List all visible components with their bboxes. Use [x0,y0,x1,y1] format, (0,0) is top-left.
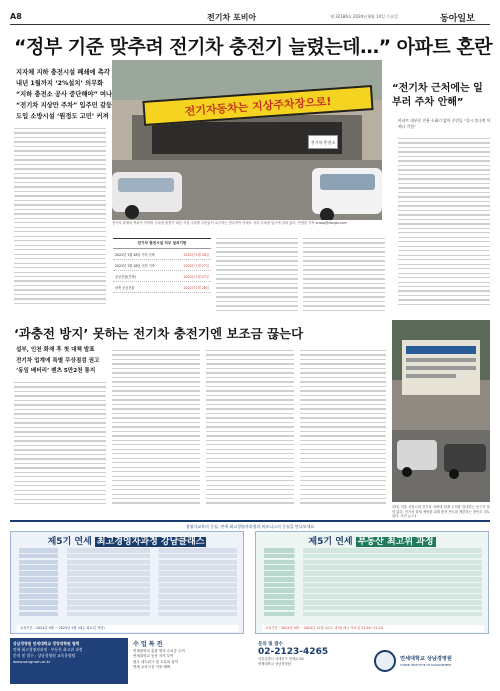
footer-contact[interactable]: 문의 및 접수 02-2123-4265 서울특별시 서대문구 연세로 50 연세대학교 상남경영원 [255,638,365,684]
subhead: 전기차 업계에 특별 무상점검 권고 [16,357,100,364]
ad-date: 교육기간 : 2024년 9월 ~ 2025년 2월 (매주 화요일 저녁) [17,625,239,632]
footer-info-box: 상남경영원 연세대학교 경영대학원 협력 연세 최고경영자과정 · 부동산 최고위 과정 문의 및 접수 : 상남경영원 교육운영팀 www.sangnam.or.kr [10,638,128,684]
sidebar-body [398,138,490,318]
main-subheads [16,67,112,122]
article2-headline: ‘과충전 방지’ 못하는 전기차 충전기엔 보조금 끊는다 [14,326,304,341]
ad-date: 교육기간 : 2024년 9월 ~ 2024년 12월 (12주 과정) 매주 목요일 17:40~21:10 [262,625,484,632]
university-seal-icon [374,650,396,672]
ad-divider [10,520,490,522]
ad-ceo-course[interactable] [10,531,244,634]
warning-banner: 전기자동차는 지상주차장으로! [142,85,373,126]
article-body-col3 [303,238,385,318]
parking-lot-image [392,320,490,502]
subhead: “전기차 지상만 주차” 입주민 갈등 [16,102,113,109]
subhead: 도입 소방시설 ‘원정도 고민’ 커져 [16,113,109,120]
phone-number[interactable]: 02-2123-4265 [258,647,329,657]
header-rule [10,24,490,25]
main-headline: “정부 기준 맞추려 전기차 충전기 늘렸는데…” 아파트 혼란 [14,36,493,58]
banner-sub: 아파트관리사무소 [240,123,275,128]
article-body-col1 [14,128,106,316]
subhead: “지하 충전소 공사 중단해야” 여나 [16,91,113,98]
table-title: 전기차 충전시설 의무 설치기한 [113,239,211,249]
article2-body-col3 [206,350,294,514]
article2-body-col1 [14,382,106,514]
issue-info: 제 32186호 2024년 8월 14일 수요일 [330,14,398,19]
subhead: 설부, 인천 화재 후 첫 대책 발표 [16,347,95,353]
table-row: 신축 공공건물 2022년 1월 28일 [113,282,211,293]
footer-benefits: 수 업 특 전 연세대학교 총장 명의 수료증 수여 연세대학교 동문 자격 부여 원우 네트워크 및 교류회 참여 연세 교육시설 이용 혜택 [130,638,250,684]
photo2-caption: 13일 서울 서울시내 전기차 차량에 화재 주의를 안내하는 문구가 붙어 있다. 전기차 화재 예방을 위해 충전 빈도를 제한하는 방안도 검토된다. 사진 뉴스1 [392,505,490,519]
subhead: ‘동일 배터리’ 벤츠 5만2천 통지 [16,368,96,374]
article2-body-col4 [300,350,386,514]
institute-logo: 연세대학교 상남경영원 YONSEI INSTITUTE OF MANAGEMENT [370,638,490,684]
table-row: 2022년 1월 28일 이전 기축 2025년 1월 27일 [113,260,211,271]
article-body-col2 [216,238,298,318]
ad-schedule [264,548,482,622]
benefits-title: 수 업 특 전 [133,641,163,648]
sidebar-subhead: 아파트 대부분 전용 소화기 없어 주민들 “혹시 불나면 어쩌나 걱정” [398,118,491,129]
ad-schedule [19,548,237,622]
sidebar-headline: “전기차 근처에는 일부러 주차 안해” [392,83,483,108]
subhead: 지자체 지하 충전시설 폐쇄에 촉각 [16,69,110,76]
ad-title: 제5기 연세 부동산 최고위 과정 [308,537,434,547]
page-number: A8 [10,12,22,21]
section-title: 전기차 포비아 [207,13,257,22]
photo-caption: 전기차 화재의 여파가 커지며 주차장 충전기 대신 지상 주차를 주민들이 요구하는 현수막이 아파트 지하 주차장 입구에 걸려 있다. 전영한 기자 scoop@donga.com [112,221,347,225]
article2-body-col2 [112,350,200,514]
deadline-table [113,238,211,322]
table-row: 공공건물(기축) 2023년 1월 27일 [113,271,211,282]
parking-sign-photo [392,320,490,502]
article2-subheads [16,345,99,377]
main-photo [112,60,382,220]
ad-title: 제5기 연세 최고경영자과정 강남클래스 [47,537,205,547]
charger-sign: 전기차 충전소 [308,135,338,149]
ad-header: 경영자교육의 중심, 연세 최고경영자과정의 비즈니스의 중심을 만나보세요 [185,524,315,529]
parking-garage-image [112,60,382,220]
newspaper-logo: 동아일보 [440,14,475,24]
ad-realestate-course[interactable] [255,531,489,634]
phone-label: 문의 및 접수 [258,642,283,647]
table-row: 2022년 1월 28일 이후 신축 2022년 1월 28일 [113,249,211,260]
subhead: 내년 1월까지 ‘2%설치’ 의무화 [16,80,104,87]
